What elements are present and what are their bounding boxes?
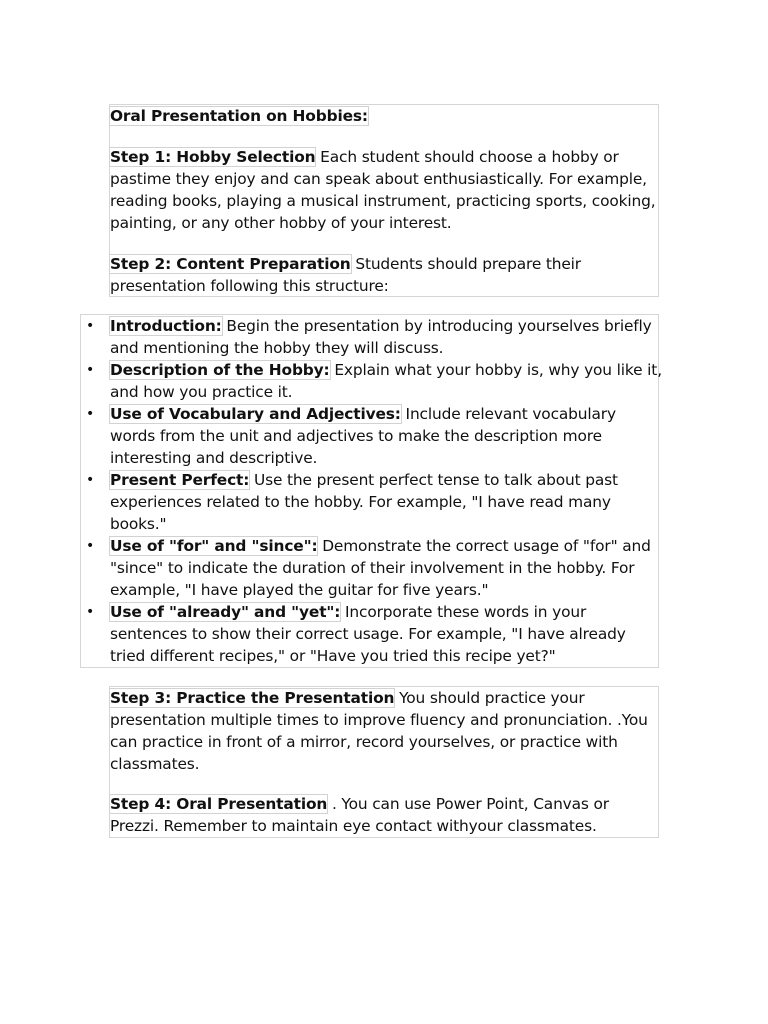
bullet-icon: • [86,318,95,334]
list-item-text: Include relevant vocabulary words from the unit and adjectives to make the description more interesting and descriptive. [110,405,616,467]
list-item-vocabulary [80,403,662,469]
list-item-label: Introduction: [110,317,222,335]
step-4-paragraph [110,793,662,837]
list-item-for-since [80,535,662,601]
document-title [110,105,662,127]
bullet-icon: • [86,362,95,378]
list-item-label: Use of "already" and "yet": [110,603,341,621]
list-item-label: Present Perfect: [110,471,250,489]
step-2-text: Students should prepare their presentation following this structure: [110,255,581,295]
list-item-text: Demonstrate the correct usage of "for" and "since" to indicate the duration of their involvement in the hobby. For example, "I have played the guitar for five years." [110,537,651,599]
step-4-heading: Step 4: Oral Presentation [110,795,328,813]
step-3-paragraph [110,687,662,775]
list-item-text: Use the present perfect tense to talk about past experiences related to the hobby. For example, "I have read many books." [110,471,618,533]
step-2-paragraph [110,253,662,297]
bullet-icon: • [86,538,95,554]
list-item-present-perfect [80,469,662,535]
step-1-text: Each student should choose a hobby or pastime they enjoy and can speak about enthusiastically. For example, reading books, playing a musical instrument, practicing sports, cooking, painting, or any other hobby of your interest. [110,148,656,232]
list-item-text: Incorporate these words in your sentences to show their correct usage. For example, "I have already tried different recipes," or "Have you tried this recipe yet?" [110,603,626,665]
title-text: Oral Presentation on Hobbies: [110,107,368,125]
list-item-label: Use of "for" and "since": [110,537,318,555]
list-item-text: Explain what your hobby is, why you like it, and how you practice it. [110,361,662,401]
list-item-description [80,359,662,403]
step-4-text: . You can use Power Point, Canvas or Prezzi. Remember to maintain eye contact withyour classmates. [110,795,609,835]
step-3-heading: Step 3: Practice the Presentation [110,689,395,707]
list-item-already-yet [80,601,662,667]
step-2-heading: Step 2: Content Preparation [110,255,351,273]
list-item-label: Description of the Hobby: [110,361,330,379]
bullet-icon: • [86,472,95,488]
step-1-heading: Step 1: Hobby Selection [110,148,316,166]
step-1-paragraph [110,146,662,234]
list-item-label: Use of Vocabulary and Adjectives: [110,405,401,423]
bullet-icon: • [86,604,95,620]
list-item-text: Begin the presentation by introducing yourselves briefly and mentioning the hobby they will discuss. [110,317,652,357]
structure-list [80,315,662,667]
step-3-text: You should practice your presentation multiple times to improve fluency and pronunciation. .You can practice in front of a mirror, record yourselves, or practice with classmates. [110,689,648,773]
list-item-introduction [80,315,662,359]
bullet-icon: • [86,406,95,422]
